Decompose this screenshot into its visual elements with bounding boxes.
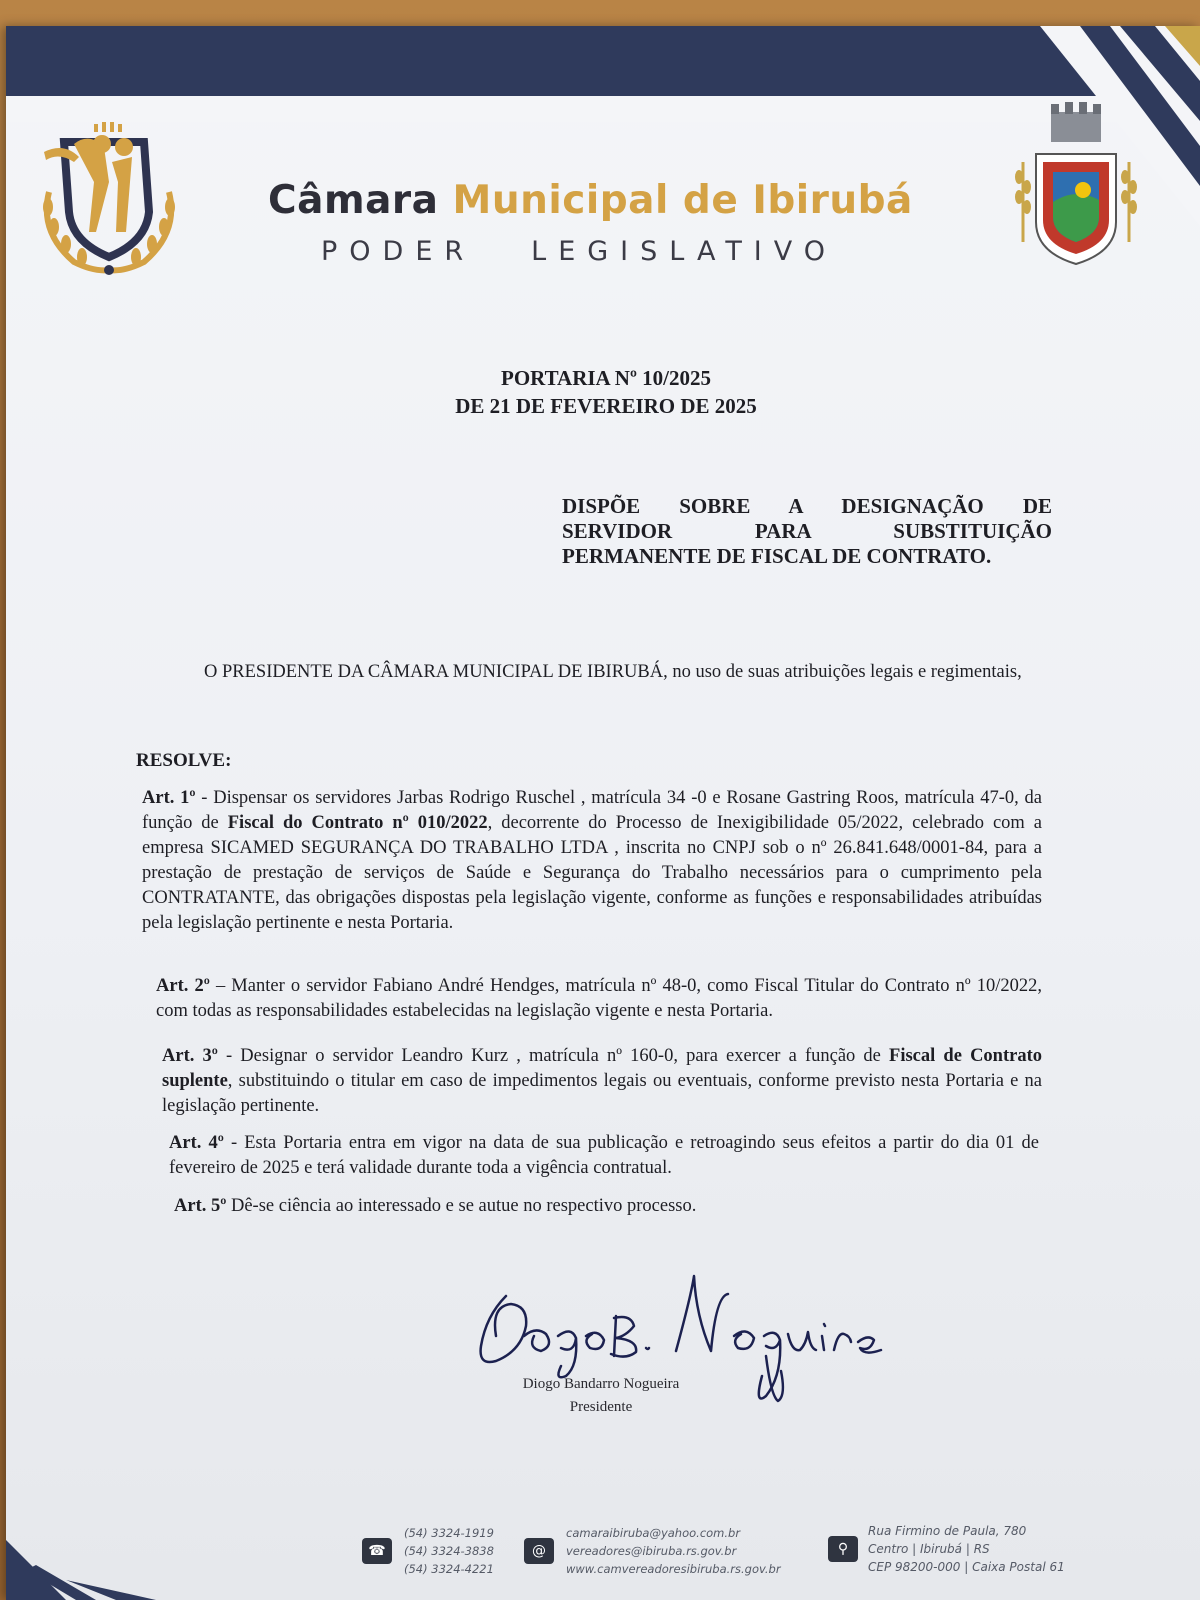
- footer-address: [868, 1522, 1065, 1576]
- signer-name: Diogo Bandarro Nogueira: [522, 1376, 680, 1392]
- footer-phone-1: (54) 3324-1919: [404, 1526, 494, 1540]
- article-5: [174, 1194, 1034, 1219]
- institution-name-part2: Municipal de Ibirubá: [452, 178, 913, 223]
- article-1-bold: Fiscal do Contrato nº 010/2022: [227, 813, 488, 833]
- subtitle-word-1: PODER: [321, 236, 476, 267]
- article-3-bold: Fiscal de Contrato suplente: [162, 1046, 1042, 1091]
- ementa-line-1: DISPÕE SOBRE A DESIGNAÇÃO DE: [562, 494, 1052, 518]
- article-1-label: Art. 1º: [142, 788, 196, 808]
- footer-corner-decoration: [6, 1520, 166, 1600]
- article-1-text-b: , decorrente do Processo de Inexigibilidade 05/2022, celebrado com a empresa SICAMED SEGURANÇA DO TRABALHO LTDA , inscrita no CNPJ sob o nº 26.841.648/0001-84, para a prestação de prestação de serviços de Saúde e Segurança do Trabalho necessários para o cumprimento pela CONTRATANTE, das obrigações dispostas pela legislação vigente, conforme as funções e responsabilidades atribuídas pela legislação pertinente e nesta Portaria.: [142, 813, 1043, 933]
- resolve-heading: RESOLVE:: [136, 750, 232, 771]
- article-4-text: - Esta Portaria entra em vigor na data de sua publicação e retroagindo seus efeitos a partir do dia 01 de fevereiro de 2025 e terá validade durante toda a vigência contratual.: [169, 1133, 1040, 1178]
- ementa-line-2: SERVIDOR PARA SUBSTITUIÇÃO: [562, 519, 1052, 543]
- institution-name-part1: Câmara: [268, 178, 439, 223]
- article-4-label: Art. 4º: [169, 1133, 224, 1153]
- globe-icon: @: [524, 1538, 554, 1564]
- article-2-text: – Manter o servidor Fabiano André Hendges, matrícula nº 48-0, como Fiscal Titular do Contrato nº 10/2022, com todas as responsabilidades estabelecidas na legislação vigente e nesta Portaria.: [156, 976, 1042, 1021]
- footer-phones: [404, 1524, 494, 1578]
- document-page: [6, 26, 1200, 1600]
- ementa-line-3: PERMANENTE DE FISCAL DE CONTRATO.: [562, 544, 992, 568]
- footer-email-2: vereadores@ibiruba.rs.gov.br: [566, 1544, 737, 1558]
- article-1: [142, 786, 1042, 936]
- article-3-text-a: - Designar o servidor Leandro Kurz , matrícula nº 160-0, para exercer a função de: [217, 1046, 890, 1066]
- footer-phone-2: (54) 3324-3838: [404, 1544, 494, 1558]
- footer-website: www.camvereadoresibiruba.rs.gov.br: [566, 1562, 781, 1576]
- portaria-date: DE 21 DE FEVEREIRO DE 2025: [455, 394, 757, 418]
- location-pin-icon: ⚲: [828, 1536, 858, 1562]
- footer-email-1: camaraibiruba@yahoo.com.br: [566, 1526, 741, 1540]
- article-5-label: Art. 5º: [174, 1196, 227, 1216]
- institution-subtitle: [321, 236, 837, 267]
- institution-name: [268, 178, 968, 223]
- municipal-coat-of-arms-icon: [1011, 92, 1141, 282]
- footer-address-line-2: Centro | Ibirubá | RS: [868, 1542, 990, 1556]
- signer-role: Presidente: [569, 1399, 633, 1415]
- footer-address-line-1: Rua Firmino de Paula, 780: [868, 1524, 1027, 1538]
- article-5-text: Dê-se ciência ao interessado e se autue no respectivo processo.: [226, 1196, 697, 1216]
- article-2-label: Art. 2º: [156, 976, 210, 996]
- footer-address-line-3: CEP 98200-000 | Caixa Postal 61: [868, 1560, 1065, 1574]
- camara-logo-icon: [34, 122, 184, 282]
- article-2: [156, 974, 1042, 1024]
- preamble-paragraph: O PRESIDENTE DA CÂMARA MUNICIPAL DE IBIRUBÁ, no uso de suas atribuições legais e regimentais,: [204, 662, 1022, 682]
- article-1-text-a: - Dispensar os servidores Jarbas Rodrigo Ruschel , matrícula 34 -0 e Rosane Gastring Roos, matrícula 47-0, da função de: [142, 788, 1042, 833]
- ementa: [562, 494, 1052, 569]
- article-3-text-b: , substituindo o titular em caso de impedimentos legais ou eventuais, conforme previsto nesta Portaria e na legislação pertinente.: [162, 1071, 1042, 1116]
- portaria-number: PORTARIA Nº 10/2025: [501, 366, 711, 390]
- footer-phone-3: (54) 3324-4221: [404, 1562, 494, 1576]
- subtitle-word-2: LEGISLATIVO: [531, 236, 838, 267]
- footer-web: [566, 1524, 781, 1578]
- article-3: [162, 1044, 1042, 1119]
- article-3-label: Art. 3º: [162, 1046, 218, 1066]
- portaria-heading: [386, 364, 826, 420]
- article-4: [169, 1131, 1039, 1181]
- phone-icon: ☎: [362, 1538, 392, 1564]
